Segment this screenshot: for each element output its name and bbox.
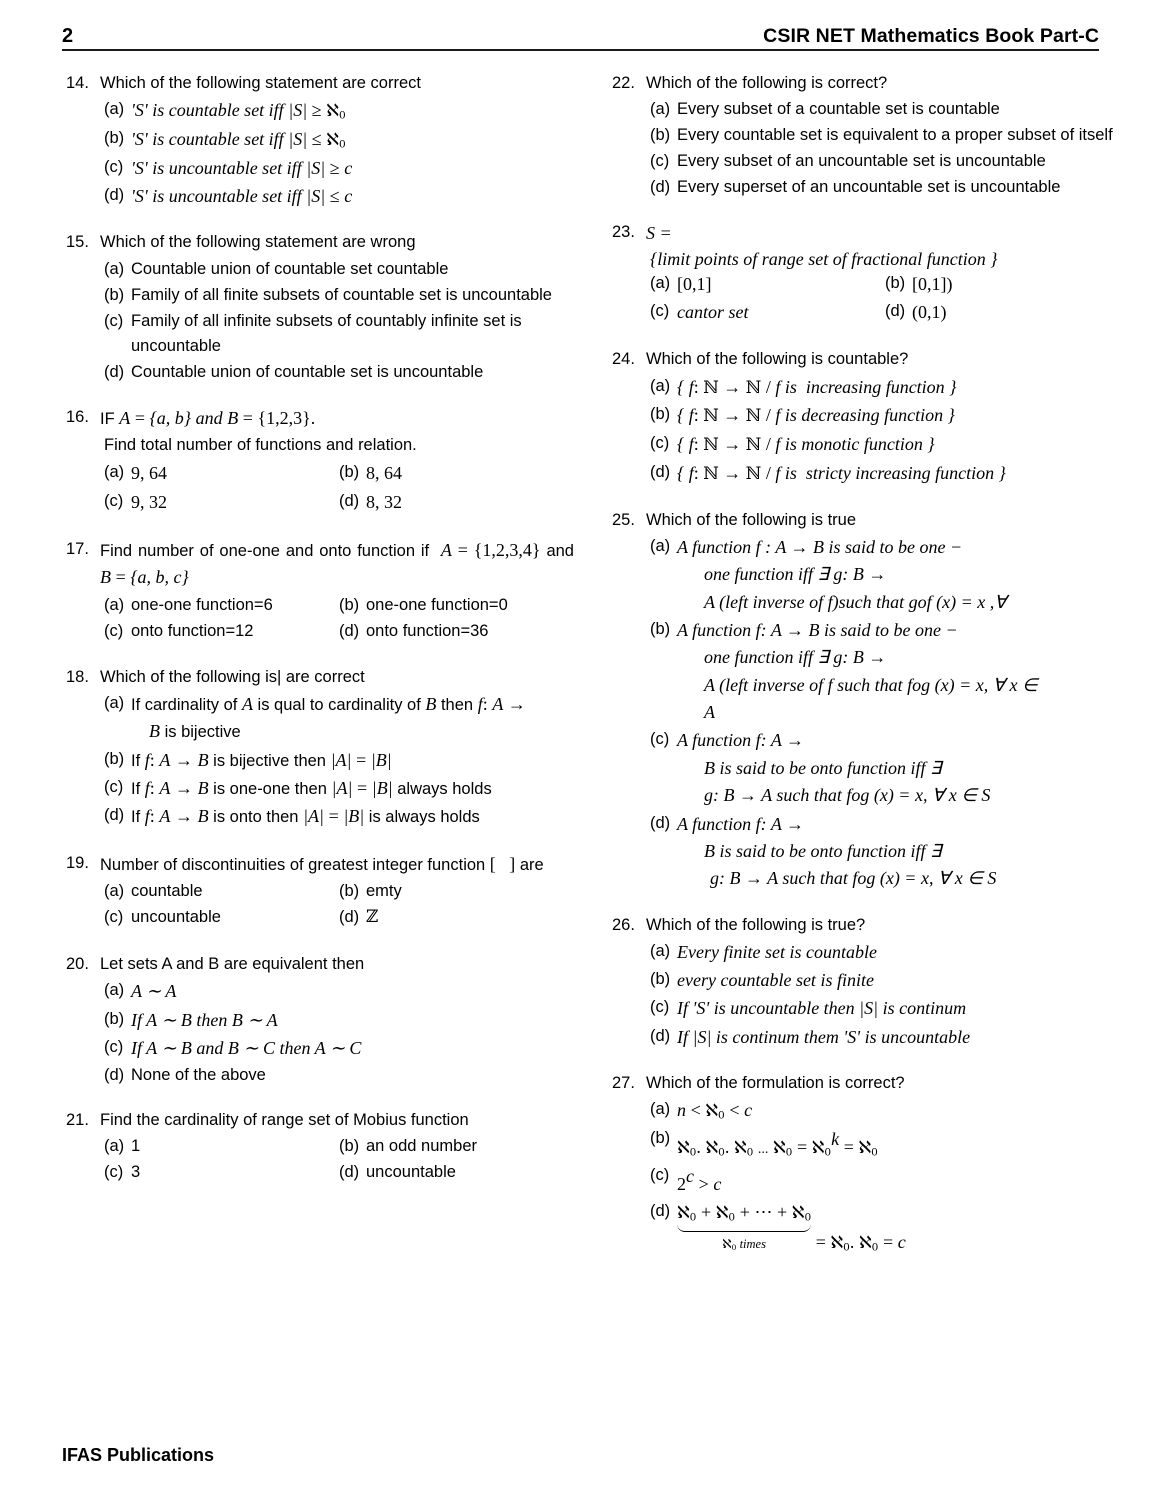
option-a[interactable] (104, 978, 574, 1005)
underbrace-group: ℵ$_0$ + ℵ$_0$ + ⋯ + ℵ$_0$ ℵ$_0$ times (677, 1199, 811, 1256)
option-a[interactable] (104, 1134, 339, 1159)
option-b[interactable] (650, 123, 1120, 148)
option-text: Every countable set is equivalent to a proper subset of itself (677, 126, 1113, 145)
options-list (608, 97, 1120, 200)
option-text: ℵ$_0$. ℵ$_0$. ℵ$_0$ ... ℵ$_0$ = ℵ$_0^k$ = ℵ$_0$ (677, 1129, 878, 1159)
option-text: Every subset of an uncountable set is uncountable (677, 152, 1046, 171)
option-a[interactable] (104, 97, 574, 125)
option-label: (a) (104, 463, 125, 482)
option-a[interactable] (104, 460, 339, 487)
option-text: 1 (131, 1137, 141, 1156)
option-line: A (left inverse of f)such that gof (x) = x ,∀ (704, 591, 1007, 612)
option-text: one-one function=6 (131, 595, 273, 614)
question-text: Which of the formulation is correct? (646, 1074, 905, 1093)
option-b[interactable] (104, 747, 574, 774)
option-label: (c) (104, 157, 124, 176)
question-subtext: Find total number of functions and relation. (104, 436, 417, 455)
page-header (62, 26, 1099, 51)
question-19 (62, 851, 574, 932)
question-number: 23. (612, 223, 635, 242)
option-label: (b) (885, 273, 906, 292)
option-text: [0,1]) (912, 273, 953, 294)
option-b[interactable] (650, 402, 1120, 430)
option-b[interactable] (650, 617, 1120, 726)
question-number: 24. (612, 350, 635, 369)
option-text: Every finite set is countable (677, 941, 877, 962)
option-label: (a) (104, 100, 125, 119)
option-label: (b) (104, 285, 125, 304)
option-line: A function f : A → B is said to be one − (677, 536, 963, 557)
option-text: If f: A → B is onto then |A| = |B| is always holds (131, 806, 480, 827)
options-list (608, 1097, 1120, 1257)
option-label: (a) (650, 1100, 671, 1119)
option-text: Countable union of countable set countable (131, 259, 449, 278)
option-b[interactable] (339, 593, 574, 618)
left-column (62, 71, 574, 1277)
option-label: (a) (650, 536, 671, 555)
question-22 (608, 71, 1120, 200)
option-label: (a) (104, 882, 125, 901)
question-number: 16. (66, 407, 89, 426)
option-label: (b) (339, 463, 360, 482)
option-text (677, 617, 1120, 726)
option-label: (a) (650, 376, 671, 395)
option-d[interactable] (650, 175, 1120, 200)
option-label: (d) (650, 178, 671, 197)
option-a[interactable] (104, 593, 339, 618)
option-label: (d) (339, 621, 360, 640)
option-text: 8, 32 (366, 491, 402, 512)
option-label: (c) (650, 434, 670, 453)
option-c[interactable] (104, 775, 574, 802)
option-text: Family of all finite subsets of countable set is uncountable (131, 285, 552, 304)
option-text: [0,1] (677, 273, 712, 294)
option-a[interactable] (650, 271, 885, 298)
option-text: { f: ℕ → ℕ / f is stricty increasing function } (677, 463, 1006, 485)
option-label: (d) (104, 1066, 125, 1085)
option-a[interactable] (650, 374, 1120, 402)
option-text (677, 727, 1120, 809)
option-text: every countable set is finite (677, 970, 874, 991)
option-label: (b) (339, 1137, 360, 1156)
option-text: Family of all infinite subsets of countably infinite set is uncountable (131, 311, 522, 355)
option-text: If cardinality of A is qual to cardinality of B then f: A → B is bijective (131, 694, 526, 742)
option-text: 'S' is countable set iff |S| ≥ ℵ$_0$ (131, 100, 346, 122)
option-label: (c) (650, 152, 670, 171)
option-label: (d) (339, 908, 360, 927)
option-text: 8, 64 (366, 463, 402, 484)
option-label: (d) (104, 362, 125, 381)
right-column (608, 71, 1120, 1277)
option-line: g: B → A such that fog (x) = x, ∀ x ∈ S (704, 785, 991, 806)
option-label: (c) (104, 1037, 124, 1056)
option-text (677, 534, 1120, 616)
question-number: 21. (66, 1111, 89, 1130)
option-label: (b) (339, 882, 360, 901)
option-text: n < ℵ$_0$ < c (677, 1100, 753, 1122)
question-text: Which of the following is countable? (646, 350, 909, 369)
option-b[interactable] (104, 283, 574, 308)
question-text: Number of discontinuities of greatest integer function [ ] are (100, 853, 544, 874)
question-21 (62, 1108, 574, 1186)
option-label: (b) (650, 620, 671, 639)
question-number: 20. (66, 955, 89, 974)
option-label: (a) (104, 694, 125, 713)
option-d[interactable] (339, 619, 574, 644)
option-b[interactable] (104, 1007, 574, 1034)
option-label: (c) (104, 1163, 124, 1182)
question-subtext-wrap (62, 433, 574, 458)
option-line: A function f: A → (677, 730, 805, 751)
option-b[interactable] (885, 271, 1120, 298)
option-c[interactable] (650, 431, 1120, 459)
question-text: IF A = {a, b} and B = {1,2,3}. (100, 407, 316, 428)
option-label: (b) (650, 1129, 671, 1148)
question-text: Which of the following is correct? (646, 74, 888, 92)
question-23 (608, 220, 1120, 327)
option-b[interactable] (650, 967, 1120, 994)
option-label: (c) (650, 1165, 670, 1184)
option-label: (d) (650, 813, 671, 832)
option-line: one function iff ∃ g: B → (704, 647, 887, 668)
question-number: 17. (66, 540, 89, 559)
option-text: ℵ$_0$ + ℵ$_0$ + ⋯ + ℵ$_0$ ℵ$_0$ times = ℵ$_0$. ℵ$_0$ = c (677, 1199, 1120, 1257)
option-c[interactable] (104, 489, 339, 516)
option-label: (d) (885, 302, 906, 321)
question-text: Which of the following statement are correct (100, 74, 421, 92)
option-d[interactable] (339, 489, 574, 516)
option-d[interactable] (104, 803, 574, 830)
option-text: 9, 64 (131, 463, 167, 484)
option-label: (a) (650, 273, 671, 292)
option-line: g: B → A such that fog (x) = x, ∀ x ∈ S (710, 868, 997, 889)
question-subtext: {limit points of range set of fractional function } (650, 248, 998, 269)
options-list (608, 939, 1120, 1051)
option-label: (c) (104, 908, 124, 927)
option-text: cantor set (677, 302, 749, 323)
option-text: one-one function=0 (366, 595, 508, 614)
question-number: 19. (66, 853, 89, 872)
question-17 (62, 537, 574, 645)
option-d[interactable] (650, 460, 1120, 488)
option-label: (b) (650, 970, 671, 989)
footer-publisher: IFAS Publications (62, 1445, 215, 1465)
option-text: 9, 32 (131, 491, 167, 512)
option-label: (c) (104, 621, 124, 640)
question-20 (62, 952, 574, 1088)
option-d[interactable] (650, 1199, 1120, 1257)
option-text: onto function=36 (366, 621, 489, 640)
option-label: (d) (650, 1026, 671, 1045)
option-a[interactable] (104, 691, 574, 746)
option-text: an odd number (366, 1137, 477, 1156)
option-text: { f: ℕ → ℕ / f is monotic function } (677, 434, 935, 456)
option-text: 3 (131, 1163, 141, 1182)
question-number: 15. (66, 233, 89, 252)
option-text: ℤ (366, 907, 379, 928)
option-text: If f: A → B is one-one then |A| = |B| always holds (131, 778, 492, 799)
option-label: (b) (339, 595, 360, 614)
option-label: (b) (104, 749, 125, 768)
option-text: emty (366, 882, 402, 901)
question-14 (62, 71, 574, 210)
question-24 (608, 347, 1120, 487)
option-d[interactable] (650, 811, 1120, 893)
question-text: Which of the following is true (646, 510, 857, 529)
option-a[interactable] (650, 939, 1120, 966)
options-grid (608, 271, 1120, 328)
question-subtext-wrap (608, 249, 1120, 270)
question-text: S = (646, 223, 672, 244)
option-text: A ∼ A (131, 981, 177, 1002)
options-list (62, 97, 574, 210)
question-text: Find the cardinality of range set of Mobius function (100, 1111, 469, 1130)
option-d[interactable] (339, 905, 574, 931)
option-c[interactable] (650, 995, 1120, 1022)
option-text: countable (131, 882, 203, 901)
option-text: Every superset of an uncountable set is uncountable (677, 178, 1061, 197)
option-line: A function f: A → B is said to be one − (677, 620, 958, 641)
option-label: (a) (104, 1137, 125, 1156)
option-c[interactable] (650, 299, 885, 326)
option-text: 'S' is uncountable set iff |S| ≤ c (131, 186, 353, 207)
option-a[interactable] (650, 1097, 1120, 1125)
option-text: If 'S' is uncountable then |S| is continum (677, 998, 967, 1019)
options-grid (62, 1134, 574, 1186)
option-label: (d) (339, 1163, 360, 1182)
question-number: 18. (66, 667, 89, 686)
option-label: (a) (104, 595, 125, 614)
question-text: Find number of one-one and onto function if A = {1,2,3,4} and B = {a, b, c} (100, 540, 574, 588)
option-label: (c) (104, 491, 124, 510)
option-label: (b) (650, 405, 671, 424)
option-label: (c) (650, 730, 670, 749)
option-text: If A ∼ B and B ∼ C then A ∼ C (131, 1037, 362, 1058)
option-text: onto function=12 (131, 621, 254, 640)
option-label: (d) (650, 463, 671, 482)
option-label: (a) (104, 259, 125, 278)
option-a[interactable] (104, 257, 574, 282)
option-c[interactable] (104, 309, 574, 359)
option-text: uncountable (366, 1163, 456, 1182)
option-c[interactable] (104, 619, 339, 644)
options-grid (62, 593, 574, 645)
options-list (62, 978, 574, 1088)
option-line: A function f: A → (677, 813, 805, 834)
option-label: (c) (104, 778, 124, 797)
option-label: (d) (104, 186, 125, 205)
question-15 (62, 230, 574, 384)
option-line: one function iff ∃ g: B → (704, 564, 887, 585)
option-text: 'S' is countable set iff |S| ≤ ℵ$_0$ (131, 128, 346, 151)
option-b[interactable] (104, 126, 574, 154)
option-c[interactable] (650, 727, 1120, 809)
option-text: uncountable (131, 908, 221, 927)
option-text: If |S| is continum them 'S' is uncountable (677, 1026, 971, 1047)
options-grid (62, 879, 574, 932)
option-text: { f: ℕ → ℕ / f is decreasing function } (677, 405, 955, 427)
option-text: 2$^c$ > c (677, 1165, 722, 1195)
question-number: 22. (612, 74, 635, 92)
option-text: (0,1) (912, 302, 947, 323)
book-title: CSIR NET Mathematics Book Part-C (763, 24, 1099, 47)
option-c[interactable] (104, 905, 339, 931)
option-b[interactable] (339, 460, 574, 487)
question-text: Which of the following statement are wrong (100, 233, 416, 252)
question-16 (62, 405, 574, 517)
option-label: (b) (104, 1009, 125, 1028)
option-text (677, 811, 1120, 893)
option-label: (c) (650, 998, 670, 1017)
option-label: (a) (650, 100, 671, 119)
options-list (62, 691, 574, 831)
option-line: A (left inverse of f such that fog (x) = x, ∀ x ∈ (704, 674, 1038, 695)
two-column-body (62, 71, 1113, 1277)
options-list (608, 374, 1120, 488)
option-c[interactable] (650, 149, 1120, 174)
option-a[interactable] (650, 97, 1120, 122)
option-label: (b) (104, 128, 125, 147)
option-d[interactable] (104, 360, 574, 385)
question-number: 14. (66, 74, 89, 92)
underbrace-caption: ℵ$_0$ times (722, 1236, 766, 1253)
option-line: B is said to be onto function iff ∃ (704, 757, 942, 778)
options-list (608, 534, 1120, 893)
option-label: (a) (104, 981, 125, 1000)
question-number: 27. (612, 1074, 635, 1093)
question-number: 26. (612, 915, 635, 934)
options-grid (62, 460, 574, 517)
option-text: Every subset of a countable set is countable (677, 100, 1000, 119)
page-number: 2 (62, 25, 74, 47)
question-27 (608, 1071, 1120, 1257)
option-label: (d) (104, 806, 125, 825)
option-line: A (704, 702, 715, 723)
option-c[interactable] (650, 1163, 1120, 1198)
question-text: Let sets A and B are equivalent then (100, 955, 365, 974)
option-text: If f: A → B is bijective then |A| = |B| (131, 749, 392, 770)
option-b[interactable] (650, 1126, 1120, 1162)
option-text: If A ∼ B then B ∼ A (131, 1009, 278, 1030)
option-d[interactable] (885, 299, 1120, 326)
option-label: (c) (104, 311, 124, 330)
option-text: Countable union of countable set is uncountable (131, 362, 484, 381)
question-25 (608, 508, 1120, 893)
option-d[interactable] (104, 1063, 574, 1088)
option-d[interactable] (650, 1024, 1120, 1051)
option-label: (c) (650, 302, 670, 321)
option-text: None of the above (131, 1066, 266, 1085)
question-text: Which of the following is true? (646, 915, 866, 934)
option-line: B is said to be onto function iff ∃ (704, 840, 942, 861)
option-d[interactable] (104, 183, 574, 210)
option-label: (d) (339, 491, 360, 510)
options-list (62, 257, 574, 385)
option-b[interactable] (339, 879, 574, 904)
option-c[interactable] (104, 1035, 574, 1062)
question-text: Which of the following is| are correct (100, 667, 365, 686)
option-a[interactable] (104, 879, 339, 904)
option-text: 'S' is uncountable set iff |S| ≥ c (131, 157, 353, 178)
option-d[interactable] (339, 1160, 574, 1185)
option-label: (a) (650, 941, 671, 960)
option-label: (b) (650, 126, 671, 145)
option-label: (d) (650, 1202, 671, 1221)
option-c[interactable] (104, 1160, 339, 1185)
option-c[interactable] (104, 155, 574, 182)
option-text: { f: ℕ → ℕ / f is increasing function } (677, 376, 957, 398)
option-b[interactable] (339, 1134, 574, 1159)
option-a[interactable] (650, 534, 1120, 616)
question-18 (62, 665, 574, 831)
question-number: 25. (612, 510, 635, 529)
question-26 (608, 913, 1120, 1052)
